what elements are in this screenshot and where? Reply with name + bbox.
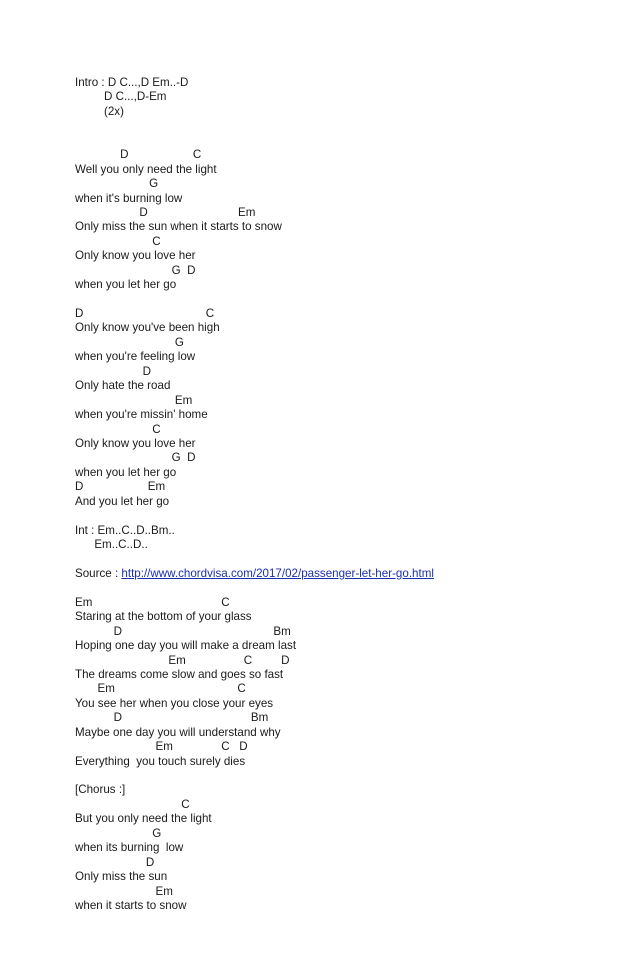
intro-line: D C...,D-Em	[75, 90, 167, 104]
lyric-line: Only hate the road	[75, 379, 171, 393]
lyric-line: Hoping one day you will make a dream last	[75, 639, 297, 653]
spacer	[75, 581, 434, 595]
lyric-line: Maybe one day you will understand why	[75, 725, 281, 739]
lyric-line: Only know you love her	[75, 436, 196, 450]
chord-line: D Bm	[75, 624, 291, 638]
chord-line: C	[75, 797, 190, 811]
chord-line: D Em	[75, 205, 256, 219]
interlude-line: Int : Em..C..D..Bm..	[75, 523, 175, 537]
chord-line: D Bm	[75, 711, 269, 725]
chord-line: Em C D	[75, 740, 248, 754]
intro-line: Intro : D C...,D Em..-D	[75, 76, 189, 89]
lyric-line: when you're missin' home	[75, 408, 208, 422]
lyric-line: Staring at the bottom of your glass	[75, 610, 252, 624]
chord-line: Em C	[75, 682, 246, 696]
chord-line: D	[75, 364, 152, 378]
chord-line: G	[75, 177, 159, 191]
chord-line: Em C D	[75, 653, 290, 667]
chord-line: C	[75, 422, 161, 436]
source-link[interactable]: http://www.chordvisa.com/2017/02/passenger-let-her-go.html	[121, 566, 434, 580]
lyric-line: The dreams come slow and goes so fast	[75, 667, 284, 681]
lyric-line: when you let her go	[75, 465, 177, 479]
spacer	[75, 552, 434, 566]
lyric-line: when you let her go	[75, 278, 177, 292]
intro-line: (2x)	[75, 104, 124, 118]
spacer	[75, 134, 434, 148]
lyric-line: But you only need the light	[75, 812, 212, 826]
chord-line: D	[75, 855, 155, 869]
spacer	[75, 293, 434, 307]
lyric-line: Only miss the sun	[75, 870, 168, 884]
lyric-line: Only miss the sun when it starts to snow	[75, 220, 282, 234]
chord-line: Em	[75, 884, 173, 898]
lyric-line: when it's burning low	[75, 191, 183, 205]
lyric-line: when its burning low	[75, 841, 184, 855]
chord-line: G	[75, 826, 162, 840]
chord-line: Em C	[75, 595, 230, 609]
chord-line: D Em	[75, 480, 166, 494]
source-label: Source :	[75, 566, 122, 580]
spacer	[75, 509, 434, 523]
chord-line: G D	[75, 451, 196, 465]
spacer	[75, 119, 434, 133]
section-label: [Chorus :]	[75, 783, 126, 797]
chord-line: Em	[75, 393, 193, 407]
chord-line: D C	[75, 307, 215, 320]
source-line	[75, 567, 434, 581]
lyric-line: Only know you love her	[75, 249, 196, 263]
chord-line: G	[75, 335, 184, 349]
lyric-line: Only know you've been high	[75, 321, 220, 335]
chord-line: C	[75, 234, 161, 248]
lyric-line: You see her when you close your eyes	[75, 696, 274, 710]
lyric-line: And you let her go	[75, 494, 170, 508]
interlude-line: Em..C..D..	[75, 538, 148, 551]
spacer	[75, 769, 434, 783]
chord-line: D C	[75, 148, 202, 162]
lyric-line: Well you only need the light	[75, 162, 217, 176]
lyrics-sheet	[75, 76, 434, 913]
lyric-line: when it starts to snow	[75, 898, 187, 912]
chord-line: G D	[75, 263, 196, 277]
lyric-line: Everything you touch surely dies	[75, 754, 246, 768]
lyric-line: when you're feeling low	[75, 350, 196, 364]
